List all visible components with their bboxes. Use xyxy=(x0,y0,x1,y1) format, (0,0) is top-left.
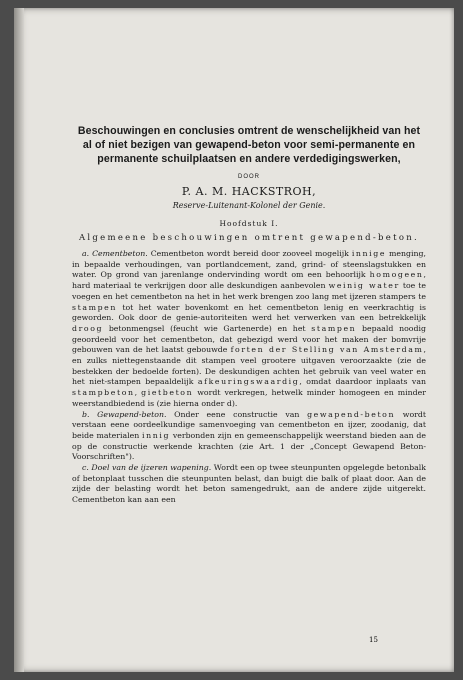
text-run: wordt verkregen, hetwelk minder homogeen en minder weerstandbiedend is (zie hierna onder d). xyxy=(72,388,426,408)
spaced-text-run: afkeuringswaardig xyxy=(197,377,300,387)
text-run: , hard materiaal te verkrijgen door alle deskundigen aanbevolen xyxy=(72,270,426,291)
text-run: , en zulks niettegenstaande dit stampen veel grootere uitgaven veroorzaakte (zie de bestekken der bedoelde forten). De deskundigen achten het gebruik van veel water en het niet-stampen bepaaldelijk xyxy=(72,345,427,387)
book-page xyxy=(14,8,454,672)
by-line-label: DOOR xyxy=(238,174,260,180)
text-run: Onder eene constructie van xyxy=(166,409,308,419)
text-run: , xyxy=(134,388,142,398)
text-run: menging, in bepaalde verhoudingen, van portlandcement, zand, grind- of steenslagstukken en water. Op grond van jarenlange ondervinding wordt om een behoorlijk xyxy=(72,249,427,280)
spaced-text-run: stampbeton xyxy=(72,388,135,398)
spaced-text-run: homogeen xyxy=(369,270,424,280)
section-title: Algemeene beschouwingen omtrent gewapend-beton. xyxy=(78,233,420,243)
body-text xyxy=(72,249,426,506)
spaced-text-run: stampen xyxy=(311,323,357,333)
text-run: , omdat daardoor inplaats van xyxy=(299,377,426,387)
paragraph-b xyxy=(72,410,426,464)
page-content xyxy=(72,124,426,506)
author-name: P. A. M. HACKSTROH, xyxy=(181,185,317,198)
spaced-text-run: innig xyxy=(142,430,171,440)
spaced-text-run: gewapend-beton xyxy=(307,409,396,419)
article-title: Beschouwingen en conclusies omtrent de wenschelijkheid van het al of niet bezigen van gewapend-beton voor semi-permanente en permanente schuilplaatsen en andere verdedigingswerken, xyxy=(77,125,421,165)
page-gutter-shadow xyxy=(14,8,24,672)
paragraph-a xyxy=(72,249,426,410)
spaced-text-run: forten der Stelling van Amsterdam xyxy=(230,345,424,355)
spaced-text-run: innige xyxy=(351,249,387,258)
paragraph-c xyxy=(72,463,426,506)
text-run: betonmengsel (feucht wie Gartenerde) en het xyxy=(103,323,312,333)
text-run: Cementbeton wordt bereid door zooveel mogelijk xyxy=(147,249,352,258)
text-run: tot het water bovenkomt en het cementbeton lenig en veerkrachtig is geworden. Ook door de genie-autoriteiten werd het verwerken van een betrekkelijk xyxy=(72,302,426,323)
paragraph-a-label: a. Cementbeton. xyxy=(82,249,148,258)
text-run: bepaald noodig geoordeeld voor het cementbeton, dat gebezigd werd voor het maken der bomvrije gebouwen van de het laatst gebouwde xyxy=(72,323,426,355)
text-run: verbonden zijn en gemeenschappelijk weerstand bieden aan de op de constructie werkende krachten (zie Art. 1 der „Concept Gewapend Beton-Voorschriften"). xyxy=(72,430,427,462)
text-run: wordt verstaan eene oordeelkundige samenvoeging van cementbeton en ijzer, zoodanig, dat beide materialen xyxy=(72,409,426,440)
spaced-text-run: droog xyxy=(72,323,104,333)
spaced-text-run: stampen xyxy=(72,302,118,312)
chapter-heading: Hoofdstuk I. xyxy=(219,219,279,228)
text-run: Wordt een op twee steunpunten opgelegde betonbalk of betonplaat tusschen die steunpunten belast, dan buigt die balk of plaat door. Aan de zijde der belasting wordt het beton samengedrukt, aan de andere zijde uitgerekt. Cementbeton kan aan een xyxy=(72,463,426,505)
page-number: 15 xyxy=(369,636,378,644)
spaced-text-run: gietbeton xyxy=(141,388,194,398)
paragraph-c-label: c. Doel van de ijzeren wapening. xyxy=(82,463,212,473)
text-run: toe te voegen en het cementbeton na het in het werk brengen zoo lang met ijzeren stampers te xyxy=(72,281,427,301)
paragraph-b-label: b. Gewapend-beton. xyxy=(82,409,167,419)
spaced-text-run: weinig water xyxy=(328,281,400,291)
author-rank: Reserve-Luitenant-Kolonel der Genie. xyxy=(172,201,326,210)
